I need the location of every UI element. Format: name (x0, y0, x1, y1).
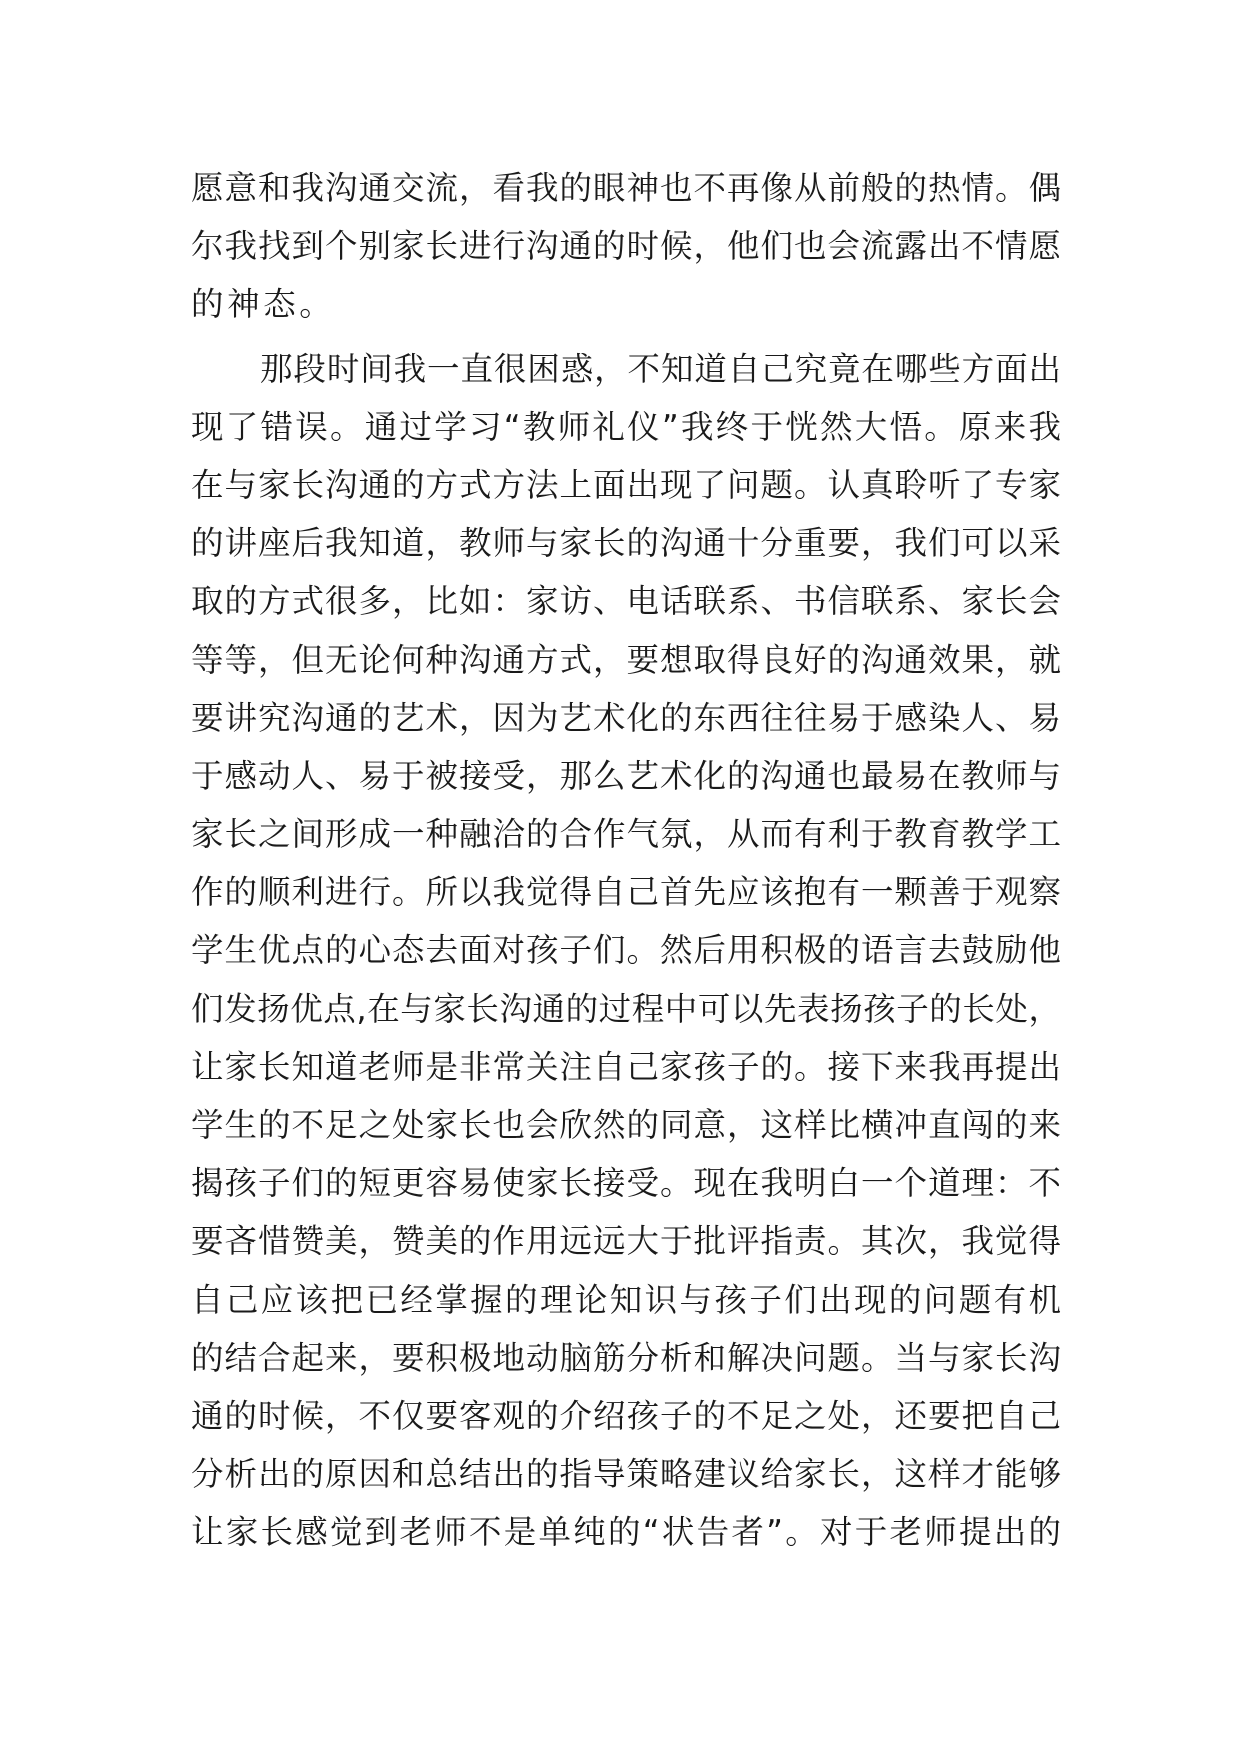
text-line: 让家长感觉到老师不是单纯的“状告者”。对于老师提出的 (191, 1513, 1061, 1552)
text-line: 家长之间形成一种融洽的合作气氛，从而有利于教育教学工 (191, 815, 1061, 854)
text-line: 自己应该把已经掌握的理论知识与孩子们出现的问题有机 (191, 1280, 1061, 1319)
text-line: 尔我找到个别家长进行沟通的时候，他们也会流露出不情愿 (191, 227, 1061, 266)
text-line: 等等，但无论何种沟通方式，要想取得良好的沟通效果，就 (191, 640, 1061, 679)
text-line: 愿意和我沟通交流，看我的眼神也不再像从前般的热情。偶 (191, 169, 1061, 207)
paragraph-2 (191, 340, 1061, 1562)
text-line: 学生的不足之处家长也会欣然的同意，这样比横冲直闯的来 (191, 1106, 1061, 1144)
text-line: 于感动人、易于被接受，那么艺术化的沟通也最易在教师与 (191, 756, 1061, 795)
text-line: 们发扬优点,在与家长沟通的过程中可以先表扬孩子的长处， (191, 989, 1061, 1028)
text-line: 让家长知道老师是非常关注自己家孩子的。接下来我再提出 (191, 1047, 1061, 1086)
paragraph-1 (191, 159, 1061, 334)
text-line: 取的方式很多，比如：家访、电话联系、书信联系、家长会 (191, 582, 1061, 621)
text-line: 要吝惜赞美，赞美的作用远远大于批评指责。其次，我觉得 (191, 1222, 1061, 1261)
text-line: 揭孩子们的短更容易使家长接受。现在我明白一个道理：不 (191, 1164, 1061, 1203)
text-line: 通的时候，不仅要客观的介绍孩子的不足之处，还要把自己 (191, 1396, 1061, 1435)
text-line: 的讲座后我知道，教师与家长的沟通十分重要，我们可以采 (191, 524, 1061, 563)
text-line: 学生优点的心态去面对孩子们。然后用积极的语言去鼓励他 (191, 931, 1061, 970)
text-line: 要讲究沟通的艺术，因为艺术化的东西往往易于感染人、易 (191, 698, 1061, 737)
text-line: 的结合起来，要积极地动脑筋分析和解决问题。当与家长沟 (191, 1338, 1061, 1377)
text-line: 的神态。 (191, 285, 336, 324)
body-text (191, 159, 1061, 1562)
text-line: 在与家长沟通的方式方法上面出现了问题。认真聆听了专家 (191, 465, 1061, 504)
text-line: 现了错误。通过学习“教师礼仪”我终于恍然大悟。原来我 (191, 407, 1061, 446)
text-line: 作的顺利进行。所以我觉得自己首先应该抱有一颗善于观察 (191, 873, 1061, 912)
text-line: 那段时间我一直很困惑，不知道自己究竟在哪些方面出 (260, 349, 1061, 388)
text-line: 分析出的原因和总结出的指导策略建议给家长，这样才能够 (191, 1455, 1061, 1494)
